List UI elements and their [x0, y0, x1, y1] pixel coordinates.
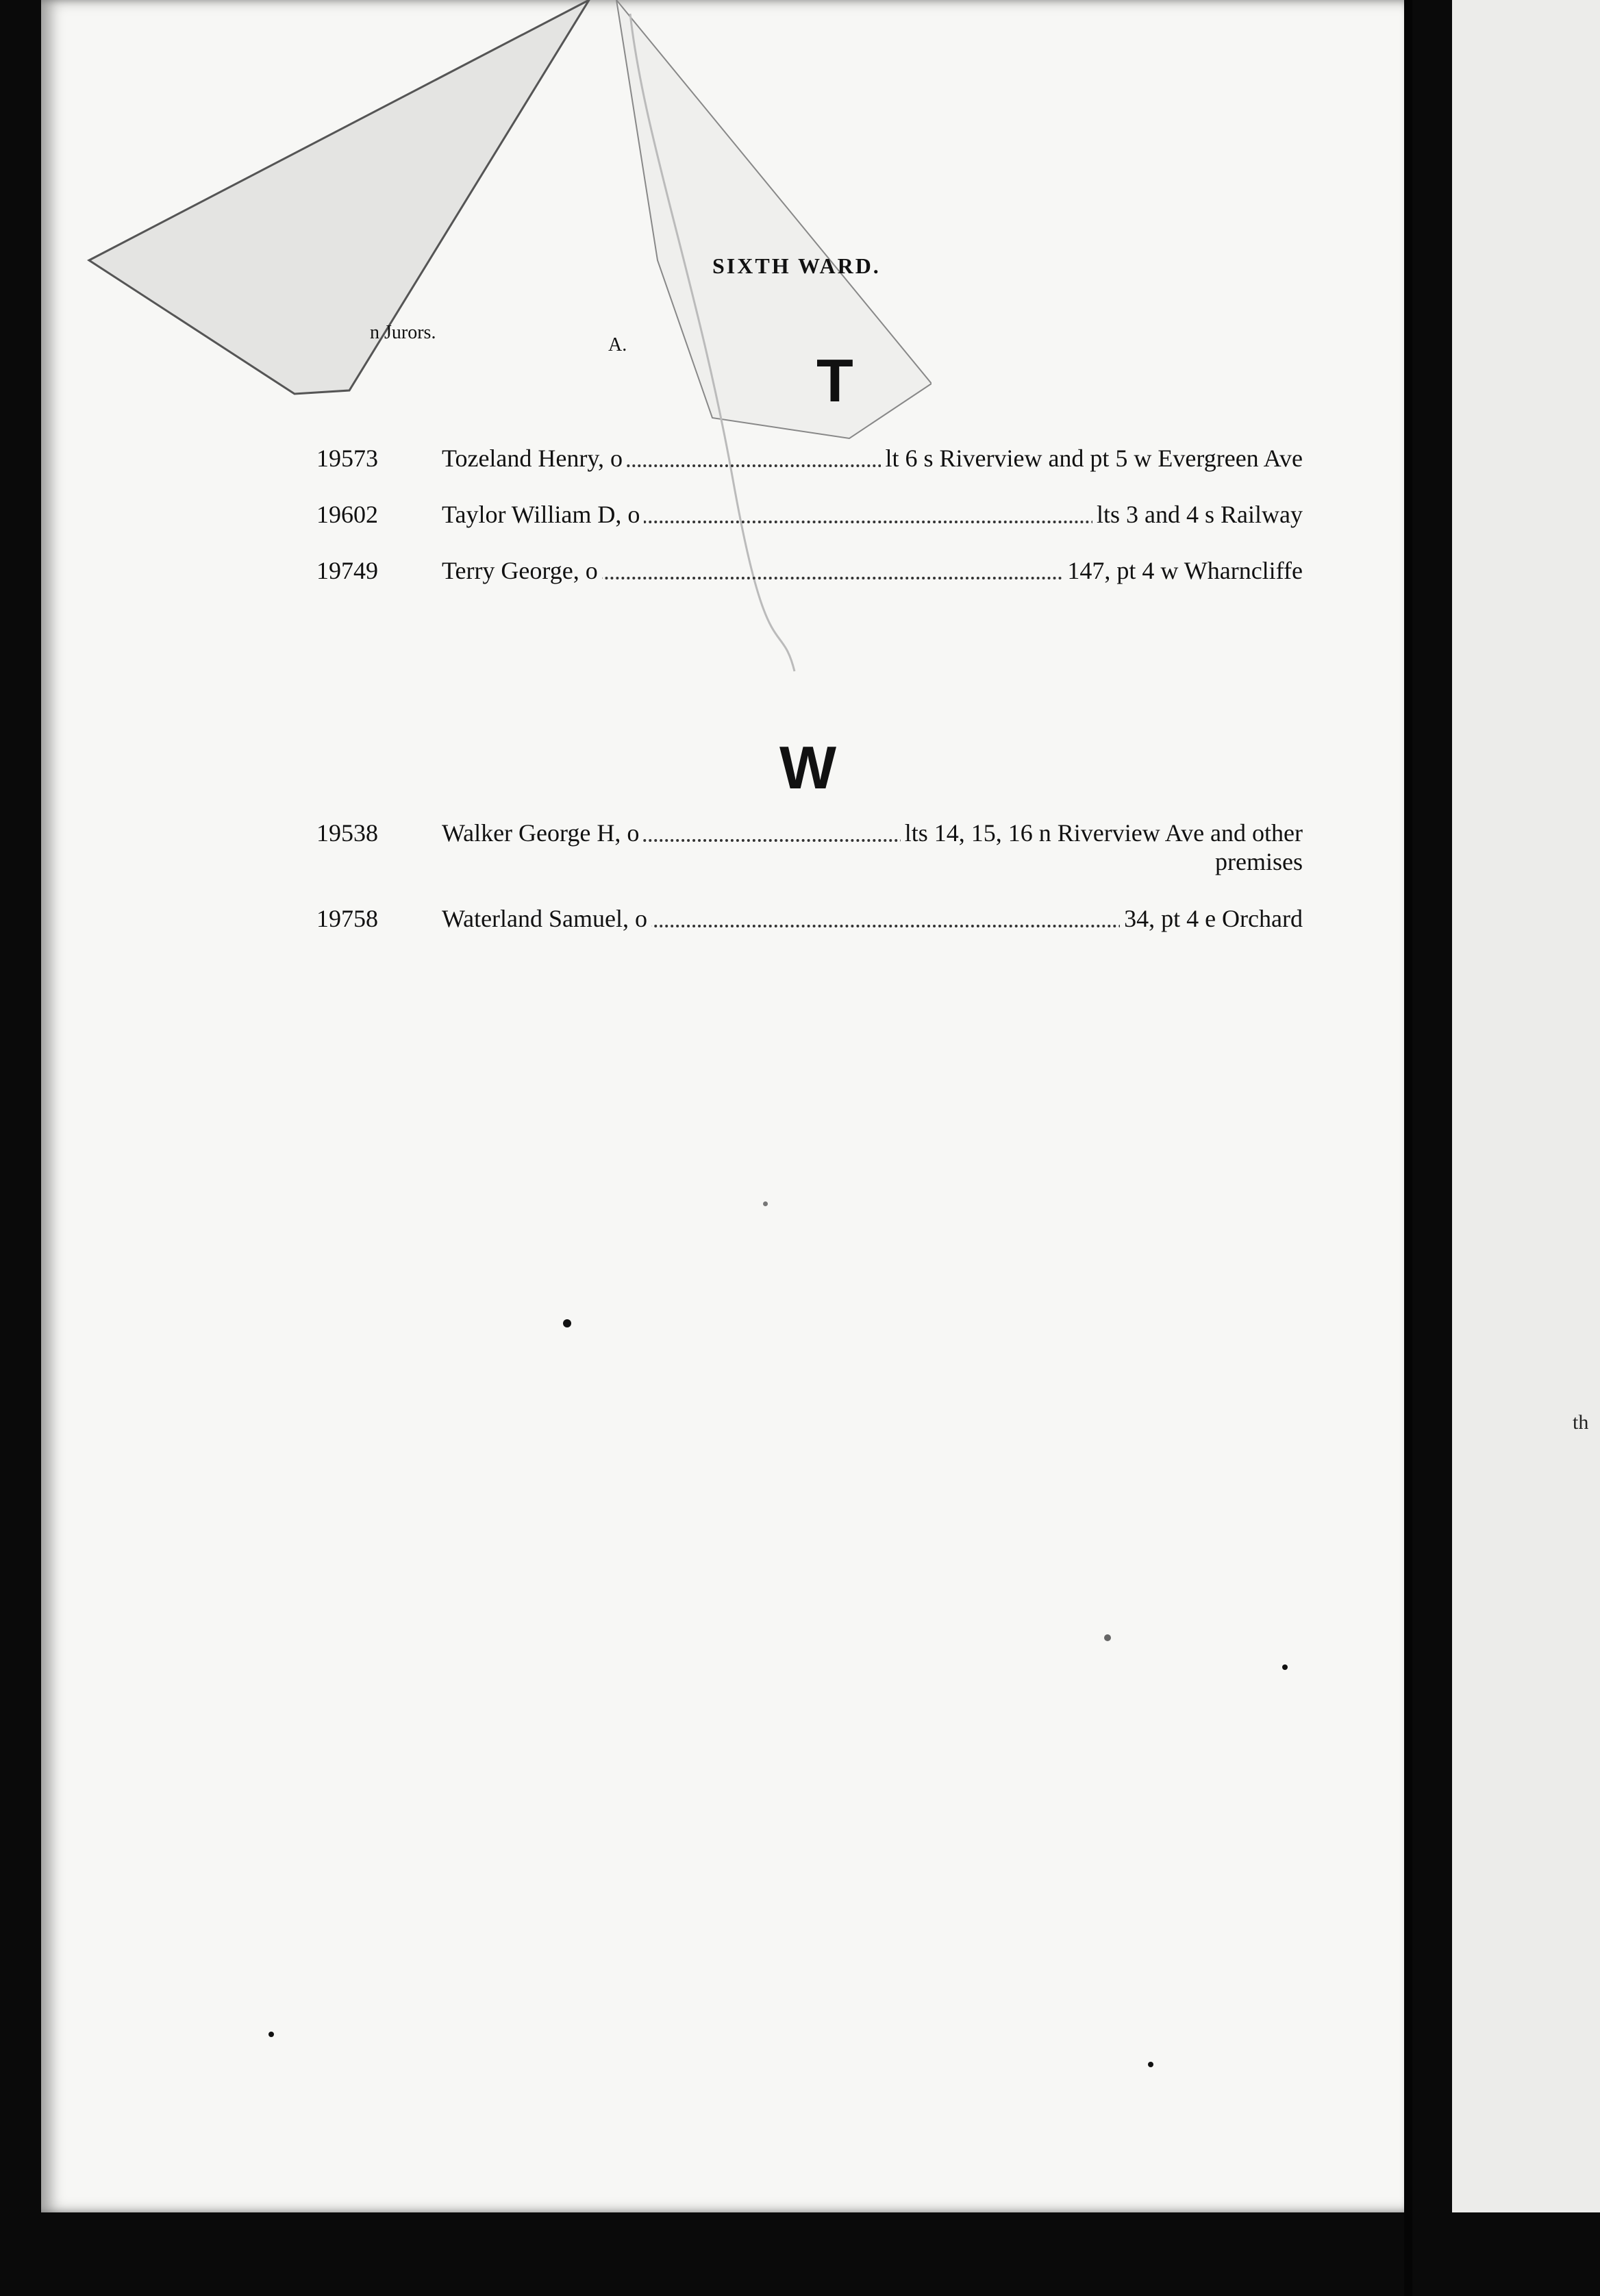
- column-mark: A.: [608, 334, 627, 355]
- owner-name: Waterland Samuel, o: [442, 904, 651, 933]
- adjacent-page-fragment: th: [1573, 1411, 1589, 1434]
- property-description: lts 14, 15, 16 n Riverview Ave and other: [901, 819, 1303, 847]
- property-description: 147, pt 4 w Wharncliffe: [1063, 556, 1303, 585]
- list-item: [316, 819, 1303, 884]
- adjacent-page: [1452, 0, 1600, 2212]
- section-letter-t: T: [816, 347, 853, 414]
- scan-speck: [1104, 1634, 1111, 1641]
- property-description-continued: premises: [1215, 848, 1303, 875]
- property-description: 34, pt 4 e Orchard: [1120, 904, 1303, 933]
- scan-speck: [1148, 2062, 1153, 2067]
- property-description: lt 6 s Riverview and pt 5 w Evergreen Ave: [881, 444, 1303, 473]
- section-letter-w: W: [779, 734, 837, 801]
- owner-name: Tozeland Henry, o: [442, 444, 627, 473]
- assessment-number: 19749: [316, 557, 378, 584]
- jurors-label: n Jurors.: [370, 322, 436, 343]
- list-item: [316, 556, 1303, 590]
- assessment-number: 19573: [316, 445, 378, 472]
- property-description: lts 3 and 4 s Railway: [1092, 500, 1303, 529]
- list-item: [316, 444, 1303, 478]
- scan-speck: [563, 1319, 571, 1327]
- owner-name: Taylor William D, o: [442, 500, 644, 529]
- list-item: [316, 904, 1303, 938]
- binding-edge: [1404, 0, 1412, 2296]
- scan-speck: [1282, 1664, 1288, 1670]
- scan-speck: [763, 1201, 768, 1206]
- owner-name: Terry George, o: [442, 556, 602, 585]
- assessment-number: 19602: [316, 501, 378, 528]
- scan-speck: [268, 2032, 274, 2037]
- folded-corner: [41, 0, 932, 753]
- ward-title: SIXTH WARD.: [712, 253, 881, 278]
- assessment-number: 19758: [316, 905, 378, 932]
- owner-name: Walker George H, o: [442, 819, 643, 847]
- list-item: [316, 500, 1303, 534]
- assessment-number: 19538: [316, 819, 378, 847]
